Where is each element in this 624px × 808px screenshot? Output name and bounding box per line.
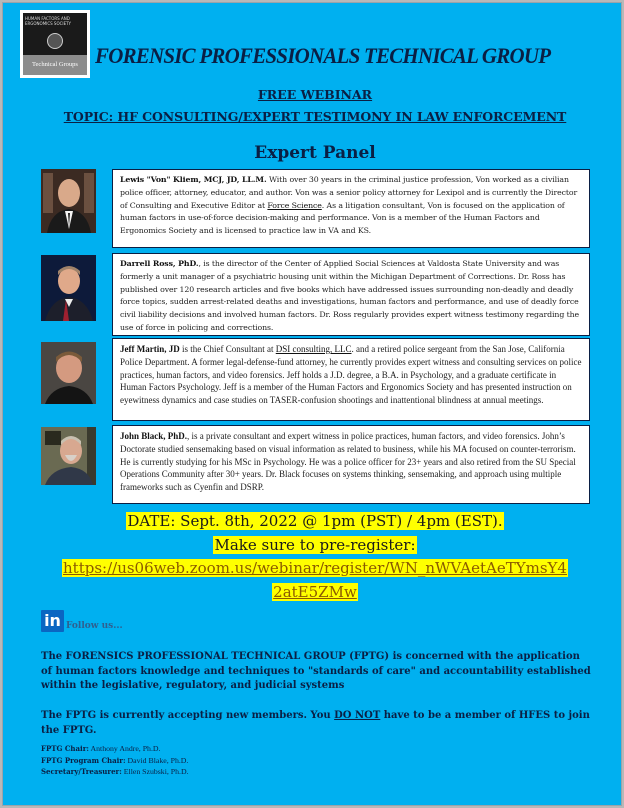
register-prompt-text: Make sure to pre-register: bbox=[214, 536, 416, 554]
about-fptg-paragraph bbox=[41, 650, 591, 694]
bio-text: , is the director of the Center of Applied Social Sciences at Valdosta State University and was formerly a unit manager of a psychiatric housing unit within the Michigan Department of Corrections. Dr. Ross has published over 120 research articles and five books which have addressed issues surrounding non-deadly and deadly force topics, sudden arrest-related deaths and investigations, human factors and performance, and use of deadly force civil liability decisions and involved human factors. Dr. Ross regularly provides expert witness testimony regarding the use of force in policing and corrections. bbox=[120, 259, 580, 332]
register-prompt bbox=[3, 536, 624, 554]
logo-bottom-band: Technical Groups bbox=[23, 55, 87, 75]
webinar-topic: TOPIC: HF CONSULTING/EXPERT TESTIMONY IN LAW ENFORCEMENT bbox=[63, 109, 567, 124]
expert-name: Darrell Ross, PhD. bbox=[120, 259, 199, 268]
register-link-line-2[interactable] bbox=[3, 583, 624, 601]
expert-photo-ross bbox=[41, 255, 96, 321]
officers-list bbox=[41, 743, 189, 778]
officer-program-chair bbox=[41, 755, 189, 767]
officer-role: Secretary/Treasurer: bbox=[41, 767, 122, 776]
dsi-consulting-link[interactable]: DSI consulting, LLC bbox=[275, 344, 352, 354]
officer-chair bbox=[41, 743, 189, 755]
hfes-technical-groups-logo bbox=[20, 10, 90, 78]
event-date-text: DATE: Sept. 8th, 2022 @ 1pm (PST) / 4pm (EST). bbox=[127, 512, 503, 530]
hfes-emblem-icon bbox=[47, 33, 63, 49]
expert-photo-black bbox=[41, 427, 96, 485]
expert-bio-black bbox=[112, 425, 590, 504]
expert-bio-kliem bbox=[112, 169, 590, 248]
expert-panel-heading: Expert Panel bbox=[254, 143, 376, 163]
linkedin-icon[interactable]: in bbox=[41, 610, 64, 632]
officer-secretary-treasurer bbox=[41, 766, 189, 778]
expert-photo-martin bbox=[41, 342, 96, 404]
officer-name: David Blake, Ph.D. bbox=[125, 755, 189, 765]
bio-text: With over 30 years in the criminal justice profession, Von worked as a civilian police officer, attorney, educator, and author. Von was a senior policy attorney for Lexipol and is currently the Director of Consulting and Executive Editor at bbox=[120, 175, 578, 210]
bio-text: . As a litigation consultant, Von is focused on the application of human factors in use-of-force decision-making and performance. Von is a member of the Human Factors and Ergonomics Society and is licensed to practice law in VA and KS. bbox=[120, 200, 565, 236]
expert-name: Jeff Martin, JD bbox=[120, 344, 180, 354]
register-link-continued[interactable]: 2atE5ZMw bbox=[273, 583, 357, 601]
bio-text: . and a retired police sergeant from the San Jose, California Police Department. A former legal-defense-fund attorney, he currently provides expert witness and consulting services on police practices, human factors, and video forensics. Jeff holds a J.D. degree, a B.A. in Psychology, and a graduate certificate in Human Factors Psychology. Jeff is a member of the Human Factors and Ergonomics Society and has presented instruction on eyewitness dynamics and case studies on TASER-confusion shootings and inattentional blindness at annual meetings. bbox=[120, 344, 582, 406]
membership-text: The FPTG is currently accepting new members. You bbox=[41, 710, 335, 721]
officer-name: Ellen Szubski, Ph.D. bbox=[121, 767, 189, 776]
officer-role: FPTG Program Chair: bbox=[41, 755, 126, 765]
force-science-link[interactable]: Force Science bbox=[267, 200, 322, 210]
expert-name: Lewis "Von" Kliem, MCJ, JD, LL.M. bbox=[120, 175, 267, 184]
register-link[interactable]: https://us06web.zoom.us/webinar/register/WN_nWVAetAeTYmsY4 bbox=[63, 559, 567, 577]
logo-top-band bbox=[23, 13, 87, 55]
officer-role: FPTG Chair: bbox=[41, 744, 89, 753]
page-title: FORENSIC PROFESSIONALS TECHNICAL GROUP bbox=[95, 43, 551, 68]
register-link-line-1[interactable] bbox=[3, 559, 624, 577]
flyer-page bbox=[2, 2, 622, 806]
do-not-emphasis: DO NOT bbox=[334, 710, 381, 721]
expert-bio-martin bbox=[112, 338, 590, 421]
expert-name: John Black, PhD. bbox=[120, 431, 188, 441]
officer-name: Anthony Andre, Ph.D. bbox=[89, 744, 161, 753]
free-webinar-heading: FREE WEBINAR bbox=[257, 87, 373, 102]
logo-society-text: HUMAN FACTORS AND ERGONOMICS SOCIETY bbox=[25, 16, 72, 26]
follow-us-link[interactable]: Follow us... bbox=[66, 621, 123, 631]
expert-bio-ross bbox=[112, 253, 590, 336]
expert-photo-kliem bbox=[41, 169, 96, 233]
about-text: The FORENSICS PROFESSIONAL TECHNICAL GROUP (FPTG) is concerned with the application of human factors knowledge and techniques to "standards of care" and accountability established within the legislative, regulatory, and judicial systems bbox=[41, 651, 591, 691]
membership-paragraph bbox=[41, 709, 591, 738]
membership-text: have to be a member of HFES to join the FPTG. bbox=[41, 710, 590, 736]
event-date bbox=[3, 512, 624, 530]
bio-text: is the Chief Consultant at bbox=[179, 344, 276, 354]
bio-text: , is a private consultant and expert witness in police practices, human factors, and video forensics. John’s Doctorate studied sensemaking based on visual information as related to business, while his MA focused on counter-terrorism. He is currently studying for his MSc in Psychology. He was a police officer for 23+ years and also retired from the SU Special Operations Community after 30+ years. Dr. Black focuses on systems thinking, sensemaking, and approach using multiple frameworks such as Cyenfin and DSRP. bbox=[120, 431, 576, 493]
